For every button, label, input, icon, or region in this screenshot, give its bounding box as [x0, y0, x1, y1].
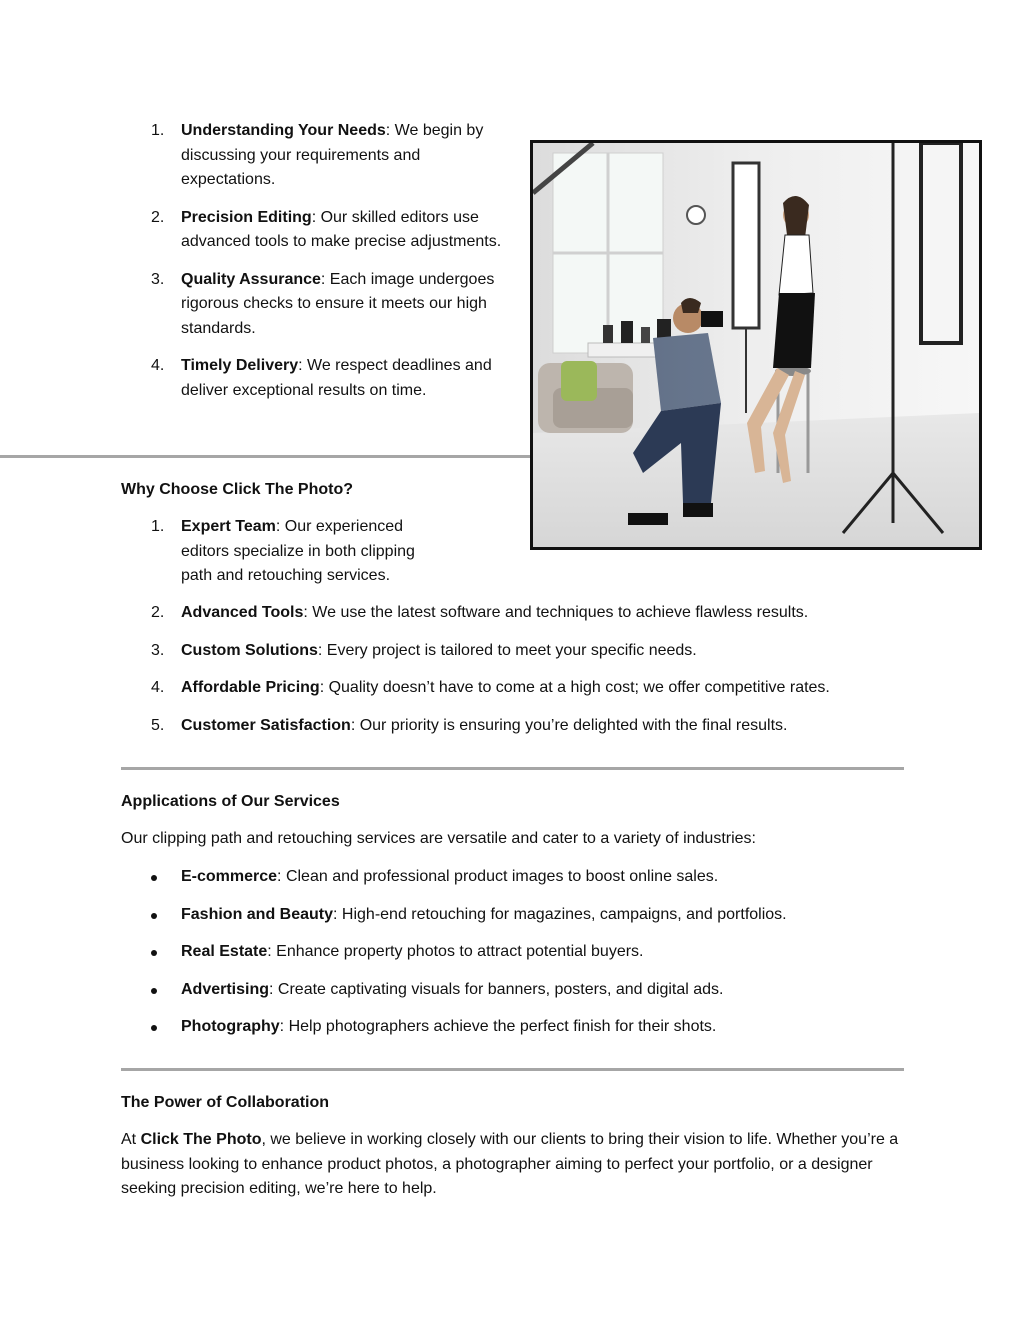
- why-choose-list-continued: [121, 601, 906, 751]
- item-title: E-commerce: [181, 868, 278, 885]
- item-title: Precision Editing: [181, 208, 312, 226]
- bullet-icon: [151, 988, 157, 994]
- item-text: : Quality doesn’t have to come at a high cost; we offer competitive rates.: [319, 679, 830, 696]
- item-text: : Each image undergoes rigorous checks to ensure it meets our high standards.: [181, 270, 495, 337]
- item-text: : Clean and professional product images to boost online sales.: [277, 868, 719, 885]
- item-title: Expert Team: [181, 518, 276, 535]
- item-text: : Our experienced editors specialize in both clipping path and retouching services.: [181, 518, 415, 584]
- softbox-left: [733, 163, 759, 328]
- item-title: Quality Assurance: [181, 270, 321, 288]
- green-pillow: [561, 361, 597, 401]
- list-item: [121, 903, 906, 928]
- list-item: [121, 1015, 906, 1040]
- item-text: : We use the latest software and techniques to achieve flawless results.: [303, 604, 809, 621]
- list-item: [121, 978, 906, 1003]
- list-item: [121, 940, 906, 965]
- list-item: 3. Quality Assurance: Each image undergoes rigorous checks to ensure it meets our high standards.: [151, 270, 495, 337]
- item-text: : Our skilled editors use advanced tools to make precise adjustments.: [181, 208, 502, 250]
- list-item: 4. Affordable Pricing: Quality doesn’t have to come at a high cost; we offer competitive rates.: [151, 679, 830, 696]
- item-title: Fashion and Beauty: [181, 905, 334, 923]
- item-text: : Enhance property photos to attract potential buyers.: [267, 943, 644, 960]
- section-divider: [0, 455, 530, 458]
- why-choose-heading: Why Choose Click The Photo?: [121, 481, 354, 498]
- item-title: Affordable Pricing: [181, 679, 320, 696]
- section-divider: [121, 767, 904, 770]
- item-text: : Our priority is ensuring you’re delighted with the final results.: [350, 716, 788, 734]
- brand-name: Click The Photo: [140, 1131, 262, 1148]
- applications-heading: Applications of Our Services: [121, 793, 340, 810]
- item-text: : High-end retouching for magazines, campaigns, and portfolios.: [333, 905, 787, 923]
- section-divider: [121, 1068, 904, 1071]
- list-item: 3. Custom Solutions: Every project is tailored to meet your specific needs.: [151, 641, 697, 659]
- bullet-icon: [151, 1025, 157, 1031]
- list-item: 5. Customer Satisfaction: Our priority is ensuring you’re delighted with the final results.: [151, 716, 788, 734]
- photo-studio-image: [530, 140, 982, 550]
- item-title: Understanding Your Needs: [181, 122, 386, 139]
- photo-studio-illustration: [533, 143, 979, 547]
- item-title: Real Estate: [181, 943, 268, 960]
- item-title: Timely Delivery: [181, 357, 299, 374]
- item-text: : We begin by discussing your requirements and expectations.: [181, 122, 484, 188]
- process-steps-list: [121, 119, 511, 416]
- collaboration-paragraph: At Click The Photo, we believe in working closely with our clients to bring their vision to life. Whether you’re a business looking to enhance product photos, a photographer aiming to perfect your portfolio, or a designer seeking precision editing, we’re here to help.: [121, 1131, 899, 1197]
- list-item: 1. Expert Team: Our experienced editors specialize in both clipping path and retouching services.: [151, 518, 415, 584]
- applications-intro: Our clipping path and retouching services are versatile and cater to a variety of industries:: [121, 830, 756, 847]
- clock: [687, 206, 705, 224]
- item-text: : We respect deadlines and deliver exceptional results on time.: [181, 357, 492, 399]
- softbox-right: [921, 143, 961, 343]
- list-item: 1. Understanding Your Needs: We begin by discussing your requirements and expectations.: [151, 122, 484, 188]
- item-title: Custom Solutions: [181, 641, 318, 659]
- item-title: Photography: [181, 1018, 280, 1035]
- item-text: : Every project is tailored to meet your specific needs.: [317, 641, 697, 659]
- collaboration-heading: The Power of Collaboration: [121, 1094, 330, 1111]
- list-item: 2. Precision Editing: Our skilled editors use advanced tools to make precise adjustments.: [151, 208, 502, 250]
- why-choose-list: [121, 515, 441, 602]
- item-title: Customer Satisfaction: [181, 716, 351, 734]
- applications-list: [121, 865, 906, 1053]
- bullet-icon: [151, 913, 157, 919]
- item-title: Advertising: [181, 980, 270, 998]
- bullet-icon: [151, 875, 157, 881]
- item-text: : Create captivating visuals for banners, posters, and digital ads.: [269, 980, 724, 998]
- item-title: Advanced Tools: [181, 604, 304, 621]
- item-text: : Help photographers achieve the perfect finish for their shots.: [279, 1018, 717, 1035]
- list-item: 4. Timely Delivery: We respect deadlines and deliver exceptional results on time.: [151, 357, 492, 399]
- list-item: [121, 865, 906, 890]
- list-item: 2. Advanced Tools: We use the latest software and techniques to achieve flawless results.: [151, 604, 809, 621]
- bullet-icon: [151, 950, 157, 956]
